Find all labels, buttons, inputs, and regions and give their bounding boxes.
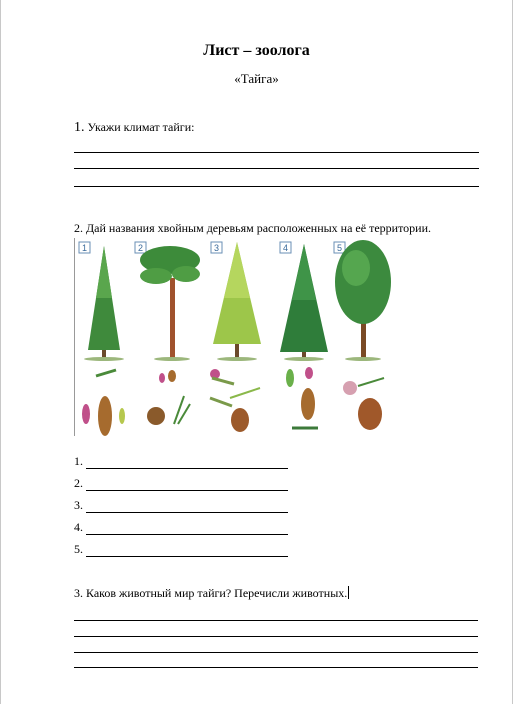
answer-label-1: 1. <box>74 454 83 468</box>
text-cursor <box>348 586 349 599</box>
answer-field-5[interactable] <box>86 545 288 557</box>
tree-label-3: 3 <box>213 243 220 253</box>
answer-field-1[interactable] <box>86 457 288 469</box>
tree-1-spruce <box>79 242 124 361</box>
answer-label-2: 2. <box>74 476 83 490</box>
answer-label-5: 5. <box>74 542 83 556</box>
tree-2-pine <box>135 242 200 361</box>
question-2 <box>74 221 431 236</box>
answer-line-q1-2[interactable] <box>74 168 479 169</box>
question-1 <box>74 120 194 136</box>
answer-label-4: 4. <box>74 520 83 534</box>
tree-3-larch <box>211 242 261 361</box>
answer-field-2[interactable] <box>86 479 288 491</box>
answer-field-3[interactable] <box>86 501 288 513</box>
document-subtitle: «Тайга» <box>234 71 279 86</box>
answer-field-4[interactable] <box>86 523 288 535</box>
answer-row-3 <box>74 498 288 513</box>
answer-label-3: 3. <box>74 498 83 512</box>
tree-label-5: 5 <box>336 243 343 253</box>
question-2-text: Дай названия хвойным деревьям расположенных на её территории. <box>86 221 432 235</box>
question-1-text: Укажи климат тайги: <box>87 120 195 134</box>
answer-line-q3-1[interactable] <box>74 620 478 621</box>
tree-label-4: 4 <box>282 243 289 253</box>
answer-row-1 <box>74 454 288 469</box>
answer-row-5 <box>74 542 288 557</box>
question-1-number: 1. <box>74 120 85 135</box>
answer-line-q3-3[interactable] <box>74 652 478 653</box>
answer-line-q3-4[interactable] <box>74 667 478 668</box>
question-3-text: 3. Каков животный мир тайги? Перечисли животных. <box>74 586 348 600</box>
document-title: Лист – зоолога <box>203 42 310 59</box>
page-edge-left <box>0 0 1 704</box>
answer-line-q1-1[interactable] <box>74 152 479 153</box>
question-3 <box>74 586 349 601</box>
answer-row-2 <box>74 476 288 491</box>
tree-label-1: 1 <box>81 243 88 253</box>
answer-line-q3-2[interactable] <box>74 636 478 637</box>
conifer-trees-illustration <box>74 238 396 436</box>
answer-line-q1-3[interactable] <box>74 186 479 187</box>
answer-row-4 <box>74 520 288 535</box>
tree-5-cedar <box>334 240 391 361</box>
question-2-number: 2. <box>74 221 83 235</box>
tree-label-2: 2 <box>137 243 144 253</box>
tree-4-fir <box>280 242 328 361</box>
cones-row <box>82 367 384 436</box>
